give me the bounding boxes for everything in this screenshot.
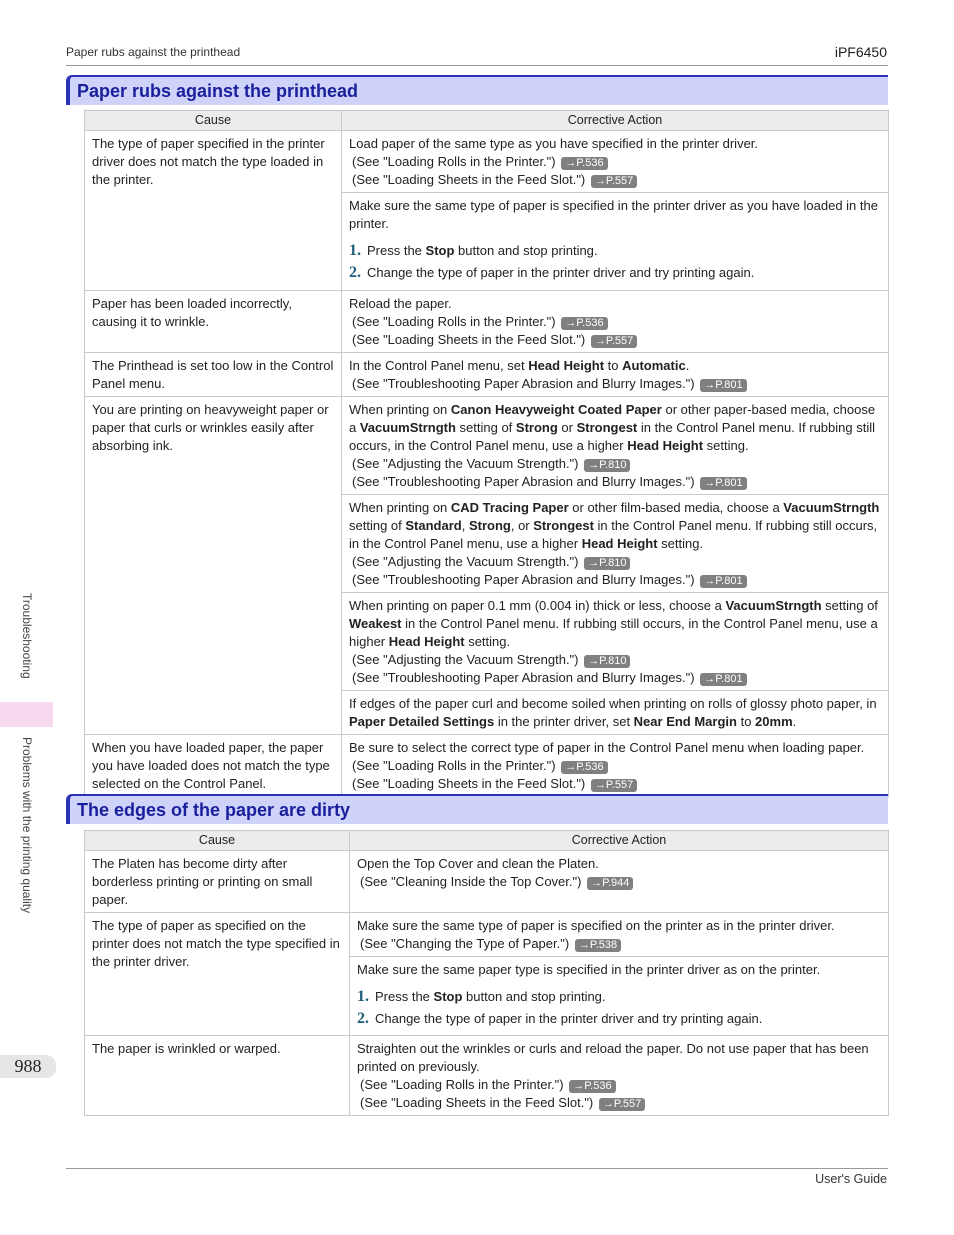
text-run: setting. bbox=[464, 634, 511, 649]
action-cell bbox=[342, 353, 889, 397]
step-item bbox=[349, 240, 881, 262]
page-link[interactable]: →P.810 bbox=[584, 459, 630, 472]
text-run: , or bbox=[510, 518, 534, 533]
action-text: Reload the paper. bbox=[349, 296, 452, 311]
step-number: 2. bbox=[357, 1010, 369, 1027]
step-text: button and stop printing. bbox=[454, 243, 598, 258]
page-link[interactable]: →P.557 bbox=[591, 175, 637, 188]
page-link[interactable]: →P.536 bbox=[569, 1080, 615, 1093]
action-text: Make sure the same type of paper is specified on the printer as in the printer driver. bbox=[357, 918, 835, 933]
cause-cell: The Platen has become dirty after borderless printing or printing on small paper. bbox=[85, 851, 350, 913]
action-text: Be sure to select the correct type of paper in the Control Panel menu when loading paper. bbox=[349, 740, 865, 755]
text-run: to bbox=[604, 358, 623, 373]
header-rule bbox=[66, 65, 888, 66]
bold-run: Near End Margin bbox=[633, 714, 737, 729]
step-item bbox=[357, 1008, 881, 1030]
see-text: (See "Adjusting the Vacuum Strength.") bbox=[352, 456, 579, 471]
cause-cell: When you have loaded paper, the paper you have loaded does not match the type selected on the Control Panel. bbox=[85, 735, 342, 797]
step-list bbox=[357, 986, 881, 1030]
see-text: (See "Loading Rolls in the Printer.") bbox=[352, 758, 556, 773]
text-run: In the Control Panel menu, set bbox=[349, 358, 529, 373]
see-text: (See "Troubleshooting Paper Abrasion and Blurry Images.") bbox=[352, 670, 695, 685]
bold-run: Head Height bbox=[388, 634, 465, 649]
text-run: . bbox=[685, 358, 690, 373]
see-reference bbox=[349, 651, 881, 669]
section-title: The edges of the paper are dirty bbox=[77, 800, 351, 820]
running-header-title: Paper rubs against the printhead bbox=[66, 45, 241, 59]
see-text: (See "Adjusting the Vacuum Strength.") bbox=[352, 652, 579, 667]
see-reference bbox=[357, 1094, 881, 1112]
table-header-row bbox=[85, 111, 889, 131]
bold-run: Head Height bbox=[528, 358, 605, 373]
text-run: setting. bbox=[703, 438, 749, 453]
text-run: setting of bbox=[821, 598, 878, 613]
action-text: Open the Top Cover and clean the Platen. bbox=[357, 856, 599, 871]
see-reference bbox=[349, 153, 881, 171]
action-cell bbox=[350, 913, 889, 957]
bold-run: Standard bbox=[405, 518, 462, 533]
col-cause: Cause bbox=[85, 111, 342, 131]
footer-rule bbox=[66, 1168, 888, 1169]
action-cell bbox=[342, 193, 889, 291]
see-text: (See "Loading Sheets in the Feed Slot.") bbox=[352, 172, 586, 187]
table-row bbox=[85, 397, 889, 495]
cause-cell: The Printhead is set too low in the Control Panel menu. bbox=[85, 353, 342, 397]
see-reference bbox=[357, 1076, 881, 1094]
text-run: setting. bbox=[657, 536, 704, 551]
action-cell bbox=[350, 851, 889, 913]
cause-cell: Paper has been loaded incorrectly, causing it to wrinkle. bbox=[85, 291, 342, 353]
text-run: When printing on bbox=[349, 500, 451, 515]
action-cell bbox=[342, 593, 889, 691]
bold-run: Paper Detailed Settings bbox=[349, 714, 495, 729]
bold-run: Canon Heavyweight Coated Paper bbox=[450, 402, 662, 417]
page-link[interactable]: →P.801 bbox=[700, 673, 746, 686]
action-text bbox=[349, 401, 881, 455]
action-text bbox=[349, 357, 881, 375]
bold-run: Head Height bbox=[627, 438, 704, 453]
bold-run: CAD Tracing Paper bbox=[450, 500, 569, 515]
cause-cell: The paper is wrinkled or warped. bbox=[85, 1036, 350, 1116]
bold-run: Weakest bbox=[349, 616, 402, 631]
step-number: 1. bbox=[349, 242, 361, 259]
text-run: When printing on bbox=[349, 402, 451, 417]
bold-run: Strong bbox=[468, 518, 511, 533]
bold-run: VacuumStrngth bbox=[359, 420, 456, 435]
see-text: (See "Loading Sheets in the Feed Slot.") bbox=[352, 332, 586, 347]
bold-run: Automatic bbox=[622, 358, 686, 373]
step-text: button and stop printing. bbox=[462, 989, 606, 1004]
footer-guide-title: User's Guide bbox=[815, 1172, 887, 1186]
sidebar-tab-printing-quality[interactable]: Problems with the printing quality bbox=[20, 737, 34, 914]
table-row bbox=[85, 353, 889, 397]
see-text: (See "Cleaning Inside the Top Cover.") bbox=[360, 874, 582, 889]
cause-cell: You are printing on heavyweight paper or paper that curls or wrinkles easily after absorbing ink. bbox=[85, 397, 342, 735]
page-link[interactable]: →P.557 bbox=[591, 779, 637, 792]
table-row bbox=[85, 291, 889, 353]
text-run: setting of bbox=[349, 518, 406, 533]
step-bold: Stop bbox=[433, 989, 463, 1004]
action-cell bbox=[342, 291, 889, 353]
table-row bbox=[85, 131, 889, 193]
action-text: Make sure the same type of paper is specified in the printer driver as you have loaded in the printer. bbox=[349, 198, 878, 231]
see-text: (See "Loading Rolls in the Printer.") bbox=[352, 314, 556, 329]
see-text: (See "Adjusting the Vacuum Strength.") bbox=[352, 554, 579, 569]
action-cell bbox=[342, 735, 889, 797]
step-number: 2. bbox=[349, 264, 361, 281]
step-number: 1. bbox=[357, 988, 369, 1005]
table-row bbox=[85, 913, 889, 957]
page-link[interactable]: →P.801 bbox=[700, 575, 746, 588]
page-link[interactable]: →P.810 bbox=[584, 557, 630, 570]
text-run: to bbox=[736, 714, 756, 729]
see-text: (See "Changing the Type of Paper.") bbox=[360, 936, 570, 951]
step-item bbox=[357, 986, 881, 1008]
see-reference bbox=[349, 375, 881, 393]
section-title: Paper rubs against the printhead bbox=[77, 81, 359, 101]
step-bold: Stop bbox=[425, 243, 455, 258]
see-text: (See "Loading Sheets in the Feed Slot.") bbox=[360, 1095, 594, 1110]
text-run: setting of bbox=[455, 420, 516, 435]
cause-cell: The type of paper specified in the printer driver does not match the type loaded in the printer. bbox=[85, 131, 342, 291]
page-link[interactable]: →P.536 bbox=[561, 157, 607, 170]
page-link[interactable]: →P.536 bbox=[561, 761, 607, 774]
page-link[interactable]: →P.557 bbox=[599, 1098, 645, 1111]
bold-run: VacuumStrngth bbox=[725, 598, 822, 613]
see-reference bbox=[349, 171, 881, 189]
page-link[interactable]: →P.810 bbox=[584, 655, 630, 668]
see-reference bbox=[349, 669, 881, 687]
table-row bbox=[85, 1036, 889, 1116]
text-run: in the Control Panel menu. If rubbing still occurs, in the Control Panel menu, use a higher bbox=[349, 616, 878, 649]
table-row bbox=[85, 735, 889, 797]
col-corrective-action: Corrective Action bbox=[342, 111, 889, 131]
see-reference bbox=[357, 935, 881, 953]
text-run: or bbox=[557, 420, 577, 435]
see-text: (See "Loading Sheets in the Feed Slot.") bbox=[352, 776, 586, 791]
see-text: (See "Troubleshooting Paper Abrasion and Blurry Images.") bbox=[352, 376, 695, 391]
bold-run: VacuumStrngth bbox=[783, 500, 880, 515]
action-text bbox=[349, 597, 881, 651]
page-link[interactable]: →P.538 bbox=[575, 939, 621, 952]
see-reference bbox=[349, 553, 881, 571]
page-link[interactable]: →P.801 bbox=[700, 477, 746, 490]
text-run: , bbox=[461, 518, 469, 533]
bold-run: Strongest bbox=[576, 420, 638, 435]
step-item bbox=[349, 262, 881, 284]
step-list bbox=[349, 240, 881, 284]
sidebar-tab-troubleshooting[interactable]: Troubleshooting bbox=[20, 593, 34, 679]
sidebar-active-marker bbox=[0, 702, 53, 727]
text-run: When printing on paper 0.1 mm (0.004 in) thick or less, choose a bbox=[349, 598, 726, 613]
edges-dirty-table bbox=[84, 830, 889, 1116]
action-cell bbox=[342, 495, 889, 593]
bold-run: Strongest bbox=[533, 518, 594, 533]
see-reference bbox=[349, 473, 881, 491]
step-text: Change the type of paper in the printer driver and try printing again. bbox=[367, 265, 755, 280]
step-text: Press the bbox=[375, 989, 434, 1004]
text-run: in the printer driver, set bbox=[494, 714, 634, 729]
see-reference bbox=[349, 571, 881, 589]
action-text: Load paper of the same type as you have specified in the printer driver. bbox=[349, 136, 759, 151]
see-reference bbox=[349, 775, 881, 793]
see-reference bbox=[349, 455, 881, 473]
text-run: . bbox=[792, 714, 797, 729]
text-run: in the Control Panel menu. If rubbing still occurs, in the Control Panel menu, use a higher bbox=[349, 518, 878, 551]
section-heading-edges-dirty bbox=[66, 794, 888, 824]
step-text: Change the type of paper in the printer driver and try printing again. bbox=[375, 1011, 763, 1026]
section-heading-paper-rubs bbox=[66, 75, 888, 105]
text-run: or other film-based media, choose a bbox=[568, 500, 784, 515]
see-reference bbox=[349, 757, 881, 775]
action-cell bbox=[350, 957, 889, 1036]
step-text: Press the bbox=[367, 243, 426, 258]
page-number: 988 bbox=[0, 1055, 56, 1078]
col-corrective-action: Corrective Action bbox=[350, 831, 889, 851]
see-reference bbox=[357, 873, 881, 891]
bold-run: Head Height bbox=[581, 536, 658, 551]
text-run: in the Control Panel menu. If rubbing still occurs, in the Control Panel menu, use a higher bbox=[349, 420, 876, 453]
cause-cell: The type of paper as specified on the printer does not match the type specified in the printer driver. bbox=[85, 913, 350, 1036]
see-text: (See "Troubleshooting Paper Abrasion and Blurry Images.") bbox=[352, 474, 695, 489]
paper-rubs-table bbox=[84, 110, 889, 797]
page-link[interactable]: →P.536 bbox=[561, 317, 607, 330]
action-text: Straighten out the wrinkles or curls and reload the paper. Do not use paper that has been printed on previously. bbox=[357, 1041, 869, 1074]
see-text: (See "Troubleshooting Paper Abrasion and Blurry Images.") bbox=[352, 572, 695, 587]
page-link[interactable]: →P.557 bbox=[591, 335, 637, 348]
bold-run: Strong bbox=[515, 420, 558, 435]
page-link[interactable]: →P.944 bbox=[587, 877, 633, 890]
action-cell bbox=[342, 397, 889, 495]
table-row bbox=[85, 851, 889, 913]
see-text: (See "Loading Rolls in the Printer.") bbox=[360, 1077, 564, 1092]
text-run: or other paper-based media, choose a bbox=[349, 402, 876, 435]
text-run: If edges of the paper curl and become soiled when printing on rolls of glossy photo paper, in bbox=[349, 696, 877, 711]
action-cell bbox=[350, 1036, 889, 1116]
bold-run: 20mm bbox=[755, 714, 793, 729]
running-header-model: iPF6450 bbox=[834, 44, 887, 60]
action-text bbox=[349, 499, 881, 553]
table-header-row bbox=[85, 831, 889, 851]
action-text: Make sure the same paper type is specified in the printer driver as on the printer. bbox=[357, 962, 821, 977]
action-cell bbox=[342, 691, 889, 735]
action-cell bbox=[342, 131, 889, 193]
action-text bbox=[349, 695, 881, 731]
see-text: (See "Loading Rolls in the Printer.") bbox=[352, 154, 556, 169]
col-cause: Cause bbox=[85, 831, 350, 851]
see-reference bbox=[349, 313, 881, 331]
see-reference bbox=[349, 331, 881, 349]
page-link[interactable]: →P.801 bbox=[700, 379, 746, 392]
